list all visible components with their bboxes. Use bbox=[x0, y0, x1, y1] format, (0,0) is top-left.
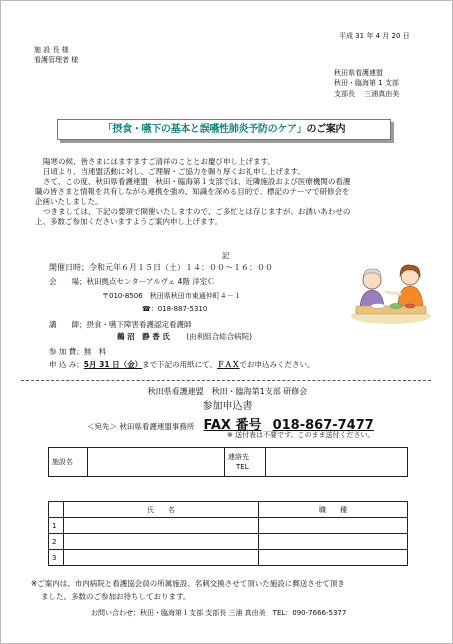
venue-value: ；秋田拠点センターアルヴェ 4階 洋室Ｃ bbox=[79, 277, 215, 286]
form-title: 参加申込書 bbox=[202, 401, 253, 412]
addressee-director: 施 設 長 様 bbox=[34, 46, 69, 54]
lecturer-name-line bbox=[117, 332, 252, 342]
body-line: 上、多数ご参加くださいますようご案内申し上げます。 bbox=[35, 217, 222, 226]
venue-label: 会 場 bbox=[49, 277, 79, 286]
datetime-label: 開催日時 bbox=[49, 263, 81, 272]
event-venue bbox=[49, 277, 215, 287]
footer-note-line1: ※ご案内は、市内病院と看護協会員の所属施設、名刺交換させて頂いた施設に郵送させて頂き bbox=[31, 579, 345, 588]
body-line: 企画いたしました。 bbox=[35, 197, 103, 206]
contact-tel-field[interactable] bbox=[266, 448, 408, 477]
table-row bbox=[49, 534, 408, 550]
ki-heading: 記 bbox=[222, 251, 230, 260]
venue-tel: ☎：018-887-5310 bbox=[142, 305, 208, 313]
body-line: 陽寒の候、皆さまにはますますご清祥のこととお慶び申し上げます。 bbox=[43, 157, 275, 166]
cut-line bbox=[21, 380, 431, 381]
event-datetime bbox=[49, 262, 273, 273]
body-line: つきましては、下記の要項で開催いたしますので、ご多忙とは存じますが、お誘いあわせの bbox=[43, 207, 351, 216]
fee-label: 参 加 費 bbox=[49, 347, 77, 356]
lecturer-title: ；摂食・嚥下障害看護認定看護師 bbox=[79, 320, 192, 329]
participant-role-field[interactable] bbox=[259, 518, 408, 534]
fax-number: 018-867-7477 bbox=[272, 418, 374, 433]
form-org-line: 秋田県看護連盟 秋田・臨海第1支部 研修会 bbox=[147, 387, 308, 396]
contact-label-cell bbox=[225, 448, 266, 477]
row-number: 3 bbox=[49, 550, 64, 566]
datetime-value: ；令和元年６月１５日（土）１４：００～１６：００ bbox=[81, 263, 273, 272]
body-line: さて、この度、秋田県看護連盟 秋田・臨海第１支部では、近隣施設および医療機関の看護 bbox=[43, 177, 351, 186]
apply-deadline: 5月 31 日（金） bbox=[83, 360, 143, 369]
table-row bbox=[49, 550, 408, 566]
body-line: 日頃より、当連盟活動に対し、ご理解・ご協力を賜り厚くお礼申し上げます。 bbox=[43, 167, 305, 176]
title-theme: 「摂食・嚥下の基本と誤嚥性肺炎予防のケア」 bbox=[102, 124, 307, 135]
body-line: 職の皆さまと情報を共有しながら連携を強め、知識を深める目的で、標記のテーマで研修会を bbox=[35, 187, 350, 196]
venue-address: 〒010-8506 秋田県秋田市東通仲町４－１ bbox=[102, 292, 241, 300]
apply-end: でお申込みください。 bbox=[239, 360, 315, 369]
fee-value: ；無 料 bbox=[76, 347, 107, 356]
header-blank bbox=[49, 502, 64, 518]
apply-label: 申 込 み bbox=[49, 360, 77, 369]
tel-label: TEL bbox=[236, 463, 249, 471]
issue-date: 平成 31 年 4 月 20 日 bbox=[339, 32, 410, 40]
footer-contact: お問い合わせ；秋田・臨海第１支部 支部長 三浦 真由美 TEL：090-7666-5377 bbox=[91, 609, 347, 617]
contact-label: 連絡先 bbox=[228, 453, 249, 461]
document-title bbox=[57, 119, 391, 140]
fee bbox=[49, 347, 106, 357]
facility-name-field[interactable] bbox=[88, 448, 225, 477]
facility-label: 施設名 bbox=[49, 448, 88, 477]
lecturer-org: (由利組合総合病院) bbox=[186, 332, 253, 341]
apply-mid: まで下記の用紙にて、 bbox=[142, 360, 218, 369]
row-number: 2 bbox=[49, 534, 64, 550]
sender-branch: 秋田・臨海第 1 支部 bbox=[334, 79, 399, 87]
row-number: 1 bbox=[49, 518, 64, 534]
col-role: 職 種 bbox=[259, 502, 408, 518]
form-note: ※ 送付表は不要です。このまま送付ください。 bbox=[227, 431, 375, 439]
col-name: 氏 名 bbox=[64, 502, 259, 518]
lecturer-name: 鵜 沼 静 香 氏 bbox=[117, 332, 170, 341]
facility-table bbox=[48, 447, 408, 477]
title-suffix: のご案内 bbox=[306, 124, 346, 135]
elderly-person-eating-illustration bbox=[348, 256, 434, 326]
apply-fax: ＦＡＸ bbox=[217, 360, 240, 369]
fax-label: FAX 番号 bbox=[203, 418, 262, 433]
dest-label: ＜宛先＞ 秋田県看護連盟事務所 bbox=[87, 422, 195, 431]
sender-org: 秋田県看護連盟 bbox=[334, 69, 383, 77]
greeting-body bbox=[35, 157, 350, 227]
participant-name-field[interactable] bbox=[64, 550, 259, 566]
participant-role-field[interactable] bbox=[259, 534, 408, 550]
participant-table bbox=[48, 501, 408, 566]
sender-chief: 支部長 三浦真由美 bbox=[334, 90, 400, 98]
table-row bbox=[49, 518, 408, 534]
footer-note-line2: ました。多数のご参加お待ちしております。 bbox=[41, 592, 191, 601]
addressee-nursing-manager: 看護管理者 様 bbox=[34, 56, 79, 64]
participant-name-field[interactable] bbox=[64, 534, 259, 550]
application bbox=[49, 360, 315, 370]
participant-name-field[interactable] bbox=[64, 518, 259, 534]
apply-sep: ； bbox=[76, 360, 84, 369]
participant-role-field[interactable] bbox=[259, 550, 408, 566]
lecturer-label: 講 師 bbox=[49, 320, 79, 329]
lecturer bbox=[49, 320, 192, 330]
